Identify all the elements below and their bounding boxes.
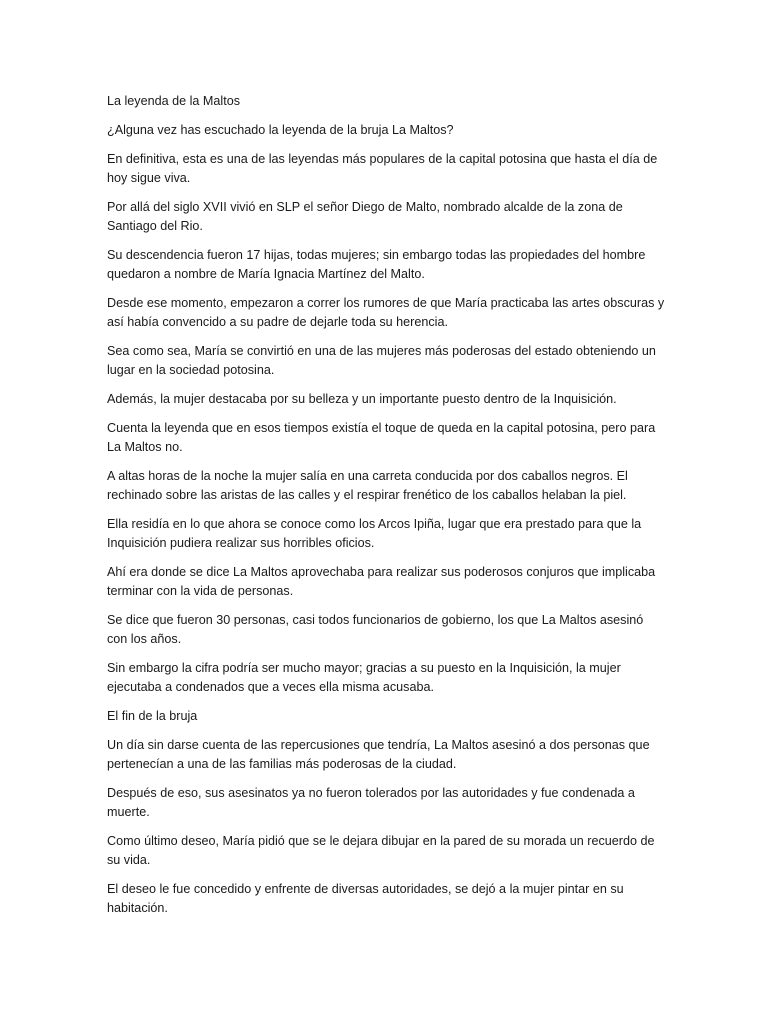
section-heading: El fin de la bruja	[107, 709, 198, 723]
paragraph: El deseo le fue concedido y enfrente de diversas autoridades, se dejó a la mujer pintar en su habitación.	[107, 882, 624, 915]
paragraph: En definitiva, esta es una de las leyendas más populares de la capital potosina que hasta el día de hoy sigue viva.	[107, 152, 658, 185]
document-title: La leyenda de la Maltos	[107, 94, 241, 108]
paragraph: Como último deseo, María pidió que se le dejara dibujar en la pared de su morada un recuerdo de su vida.	[107, 834, 655, 867]
paragraph: Ahí era donde se dice La Maltos aprovechaba para realizar sus poderosos conjuros que implicaba terminar con la vida de personas.	[107, 565, 656, 598]
paragraph: A altas horas de la noche la mujer salía en una carreta conducida por dos caballos negros. El rechinado sobre las aristas de las calles y el respirar frenético de los caballos helaban la piel.	[107, 469, 628, 502]
paragraph: Se dice que fueron 30 personas, casi todos funcionarios de gobierno, los que La Maltos asesinó con los años.	[107, 613, 644, 646]
paragraph: Además, la mujer destacaba por su belleza y un importante puesto dentro de la Inquisición.	[107, 392, 617, 406]
paragraph: Cuenta la leyenda que en esos tiempos existía el toque de queda en la capital potosina, pero para La Maltos no.	[107, 421, 656, 454]
paragraph: Ella residía en lo que ahora se conoce como los Arcos Ipiña, lugar que era prestado para que la Inquisición pudiera realizar sus horribles oficios.	[107, 517, 642, 550]
paragraph: Su descendencia fueron 17 hijas, todas mujeres; sin embargo todas las propiedades del hombre quedaron a nombre de María Ignacia Martínez del Malto.	[107, 248, 646, 281]
paragraph: ¿Alguna vez has escuchado la leyenda de la bruja La Maltos?	[107, 123, 454, 137]
document-body	[107, 92, 667, 928]
paragraph: Por allá del siglo XVII vivió en SLP el señor Diego de Malto, nombrado alcalde de la zona de Santiago del Rio.	[107, 200, 623, 233]
paragraph: Un día sin darse cuenta de las repercusiones que tendría, La Maltos asesinó a dos personas que pertenecían a una de las familias más poderosas de la ciudad.	[107, 738, 650, 771]
paragraph: Después de eso, sus asesinatos ya no fueron tolerados por las autoridades y fue condenada a muerte.	[107, 786, 635, 819]
paragraph: Desde ese momento, empezaron a correr los rumores de que María practicaba las artes obscuras y así había convencido a su padre de dejarle toda su herencia.	[107, 296, 665, 329]
paragraph: Sin embargo la cifra podría ser mucho mayor; gracias a su puesto en la Inquisición, la mujer ejecutaba a condenados que a veces ella misma acusaba.	[107, 661, 621, 694]
paragraph: Sea como sea, María se convirtió en una de las mujeres más poderosas del estado obteniendo un lugar en la sociedad potosina.	[107, 344, 656, 377]
